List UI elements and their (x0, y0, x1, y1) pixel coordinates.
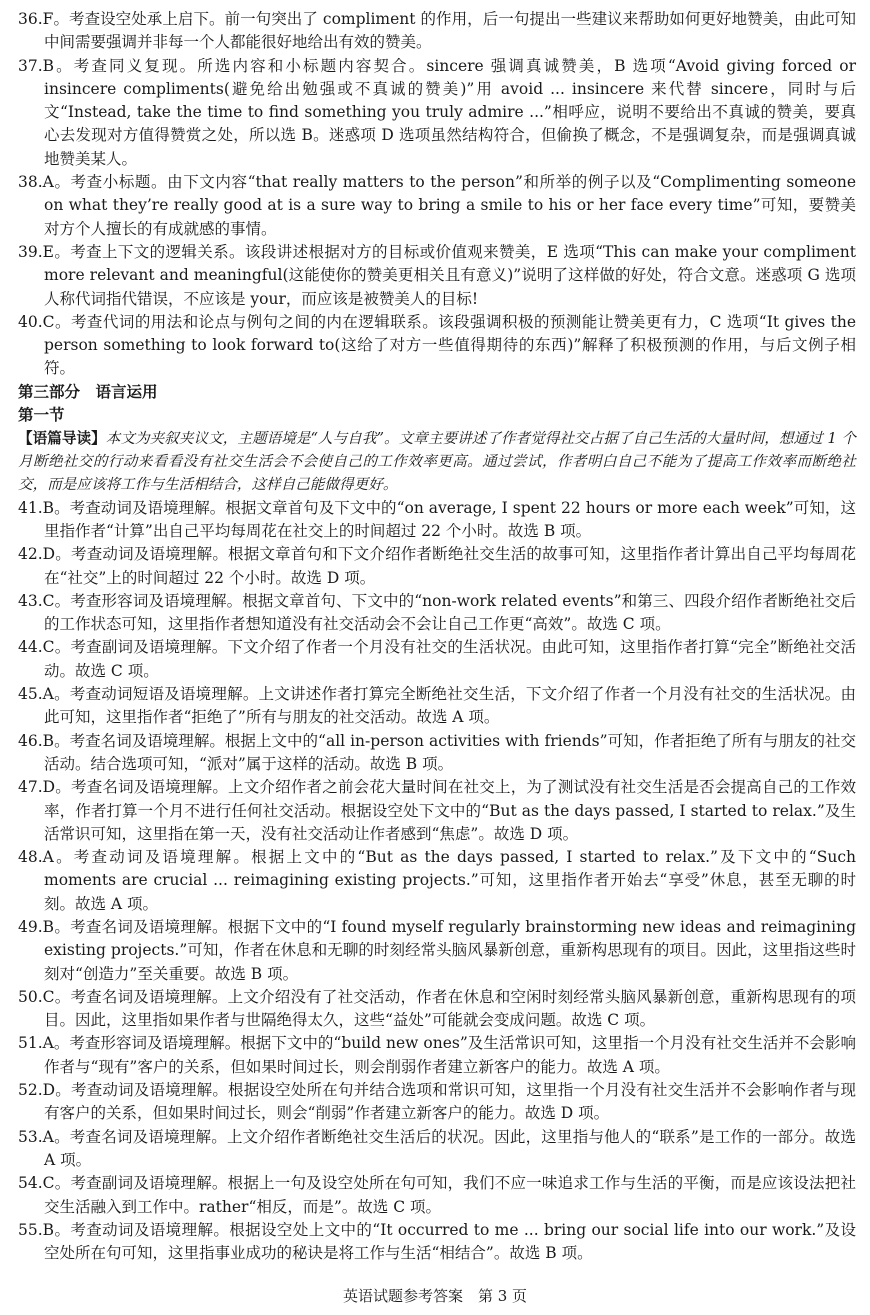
answer-item (18, 311, 856, 381)
answer-number: 42. (18, 545, 43, 564)
answer-explanation: D。考查动词及语境理解。根据文章首句和下文介绍作者断绝社交生活的故事可知，这里指作者计算出自己平均每周花在“社交”上的时间超过 22 个小时。故选 D 项。 (42, 545, 856, 587)
answer-number: 46. (18, 731, 43, 750)
answer-number: 37. (18, 56, 43, 75)
answer-item (18, 986, 856, 1033)
answer-item (18, 916, 856, 986)
answer-explanation: E。考查上下文的逻辑关系。该段讲述根据对方的目标或价值观来赞美，E 选项“This can make your compliment more relevant and meaningful(这能使你的赞美更相关且有意义)”说明了这样做的好处，符合文意。迷惑项 G 选项人称代词指代错误，不应该是 your，而应该是被赞美人的目标! (42, 242, 856, 308)
answer-explanation: B。考查动词及语境理解。根据文章首句及下文中的“on average, I spent 22 hours or more each week”可知，这里指作者“计算”出自己平均每周花在社交上的时间超过 22 个小时。故选 B 项。 (42, 498, 856, 540)
answer-explanation: A。考查形容词及语境理解。根据下文中的“build new ones”及生活常识可知，这里指一个月没有社交生活并不会影响作者与“现有”客户的关系，但如果时间过长，则会削弱作者建立新客户的能力。故选 A 项。 (42, 1034, 856, 1076)
answer-number: 39. (18, 242, 43, 261)
answer-explanation: D。考查名词及语境理解。上文介绍作者之前会花大量时间在社交上，为了测试没有社交生活是否会提高自己的工作效率，作者打算一个月不进行任何社交活动。根据设空处下文中的“But as the days passed, I started to relax.”及生活常识可知，这里指在第一天，没有社交活动让作者感到“焦虑”。故选 D 项。 (42, 778, 856, 843)
answer-explanation: C。考查副词及语境理解。下文介绍了作者一个月没有社交的生活状况。由此可知，这里指作者打算“完全”断绝社交活动。故选 C 项。 (42, 638, 856, 680)
answer-item (18, 543, 856, 590)
answer-item (18, 55, 856, 171)
answer-number: 36. (18, 10, 43, 28)
answer-number: 49. (18, 917, 43, 936)
answer-explanation: C。考查名词及语境理解。上文介绍没有了社交活动，作者在休息和空闲时刻经常头脑风暴新创意，重新构思现有的项目。因此，这里指如果作者与世隔绝得太久，这些“益处”可能就会变成问题。故选 C 项。 (42, 987, 856, 1030)
answer-item (18, 1079, 856, 1126)
answer-explanation: B。考查名词及语境理解。根据上文中的“all in-person activities with friends”可知，作者拒绝了所有与朋友的社交活动。结合选项可知，“派对”属于这样的活动。故选 B 项。 (42, 731, 856, 773)
answer-item (18, 171, 856, 241)
answer-item (18, 776, 856, 846)
answer-number: 45. (18, 685, 43, 704)
passage-guide-label: 【语篇导读】 (18, 429, 106, 447)
answer-number: 40. (18, 312, 43, 331)
answer-item (18, 497, 856, 544)
answer-item (18, 636, 856, 683)
answer-explanation: A。考查名词及语境理解。上文介绍作者断绝社交生活后的状况。因此，这里指与他人的“联系”是工作的一部分。故选 A 项。 (42, 1127, 856, 1169)
answer-explanation: A。考查小标题。由下文内容“that really matters to the person”和所举的例子以及“Complimenting someone on what they’re really good at is a sure way to bring a smile to his or her face every time”可知，要赞美对方个人擅长的有成就感的事情。 (42, 173, 856, 238)
answer-item (18, 683, 856, 730)
answer-explanation: F。考查设空处承上启下。前一句突出了 compliment 的作用，后一句提出一些建议来帮助如何更好地赞美，由此可知中间需要强调并非每一个人都能很好地给出有效的赞美。 (42, 10, 856, 52)
answer-item (18, 241, 856, 311)
answer-number: 55. (18, 1220, 43, 1239)
answer-number: 54. (18, 1174, 43, 1193)
section-title: 第三部分 语言运用 (18, 382, 158, 401)
passage-guide-text: 本文为夹叙夹议文，主题语境是“人与自我”。文章主要讲述了作者觉得社交占据了自己生活的大量时间，想通过 1 个月断绝社交的行动来看看没有社交生活会不会使自己的工作效率更高。通过尝试，作者明白自己不能为了提高工作效率而断绝社交，而是应该将工作与生活相结合，这样自己能做得更好。 (18, 429, 856, 494)
sub-section-title: 第一节 (18, 405, 65, 424)
answer-explanation: B。考查名词及语境理解。根据下文中的“I found myself regularly brainstorming new ideas and reimagining existing projects.”可知，作者在休息和无聊的时刻经常头脑风暴新创意，重新构思现有的项目。因此，这里指这些时刻对“创造力”至关重要。故选 B 项。 (42, 917, 856, 983)
answer-item (18, 1172, 856, 1219)
passage-guide (18, 427, 856, 497)
answer-number: 41. (18, 498, 43, 517)
answer-item (18, 1032, 856, 1079)
answer-number: 38. (18, 173, 43, 192)
answers-part2-list (18, 8, 856, 381)
answer-item (18, 730, 856, 777)
answer-explanation: B。考查同义复现。所选内容和小标题内容契合。sincere 强调真诚赞美，B 选项“Avoid giving forced or insincere compliments(避免给出勉强或不真诚的赞美)”用 avoid ... insincere 来代替 sincere，同时与后文“Instead, take the time to find something you truly admire ...”相呼应，说明不要给出不真诚的赞美，要真心去发现对方值得赞赏之处，所以选 B。迷惑项 D 选项虽然结构符合，但偷换了概念，不是强调复杂，而是强调真诚地赞美某人。 (42, 56, 856, 168)
answer-explanation: A。考查动词及语境理解。根据上文中的“But as the days passed, I started to relax.”及下文中的“Such moments are crucial ... reimagining existing projects.”可知，这里指作者开始去“享受”休息，甚至无聊的时刻。故选 A 项。 (42, 848, 856, 913)
answer-explanation: D。考查动词及语境理解。根据设空处所在句并结合选项和常识可知，这里指一个月没有社交生活并不会影响作者与现有客户的关系，但如果时间过长，则会“削弱”作者建立新客户的能力。故选 D 项。 (42, 1081, 856, 1123)
answers-part3-list (18, 497, 856, 1266)
page-content (18, 8, 856, 1265)
answer-number: 50. (18, 987, 43, 1006)
answer-item (18, 1126, 856, 1173)
answer-number: 51. (18, 1034, 43, 1053)
answer-number: 47. (18, 778, 43, 797)
answer-number: 43. (18, 591, 43, 610)
answer-item (18, 1219, 856, 1266)
answer-item (18, 8, 856, 55)
answer-item (18, 846, 856, 916)
answer-explanation: B。考查动词及语境理解。根据设空处上文中的“It occurred to me ... bring our social life into our work.”及设空处所在句可知，这里指事业成功的秘诀是将工作与生活“相结合”。故选 B 项。 (42, 1220, 856, 1263)
answer-number: 44. (18, 638, 43, 657)
answer-explanation: C。考查形容词及语境理解。根据文章首句、下文中的“non-work related events”和第三、四段介绍作者断绝社交后的工作状态可知，这里指作者想知道没有社交活动会不会让自己工作更“高效”。故选 C 项。 (42, 591, 856, 634)
answer-item (18, 590, 856, 637)
answer-number: 52. (18, 1081, 43, 1100)
answer-number: 48. (18, 848, 43, 867)
page-footer: 英语试题参考答案 第 3 页 (342, 1287, 528, 1305)
answer-explanation: C。考查副词及语境理解。根据上一句及设空处所在句可知，我们不应一味追求工作与生活的平衡，而是应该设法把社交生活融入到工作中。rather“相反，而是”。故选 C 项。 (42, 1174, 856, 1216)
answer-explanation: C。考查代词的用法和论点与例句之间的内在逻辑联系。该段强调积极的预测能让赞美更有力，C 选项“It gives the person something to look forward to(这给了对方一些值得期待的东西)”解释了积极预测的作用，与后文例子相符。 (42, 312, 856, 378)
answer-explanation: A。考查动词短语及语境理解。上文讲述作者打算完全断绝社交生活，下文介绍了作者一个月没有社交的生活状况。由此可知，这里指作者“拒绝了”所有与朋友的社交活动。故选 A 项。 (42, 685, 856, 727)
answer-number: 53. (18, 1127, 43, 1146)
